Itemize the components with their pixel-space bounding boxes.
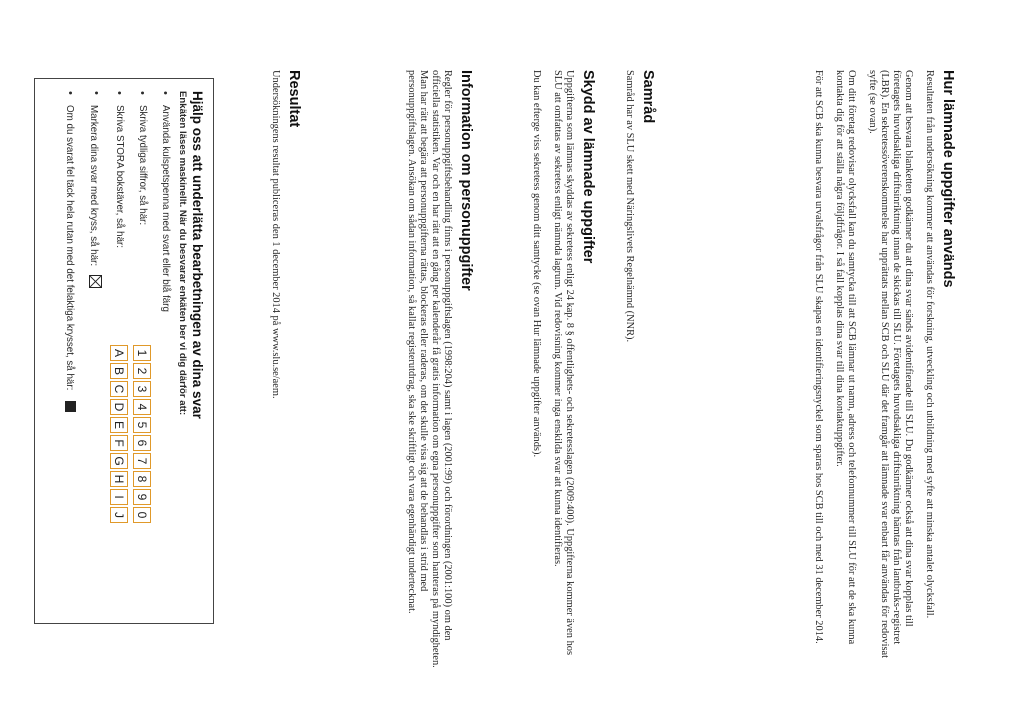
letter-sample-box: D bbox=[110, 399, 128, 415]
resultat-section bbox=[260, 70, 302, 670]
letter-sample-box: C bbox=[110, 381, 128, 397]
filled-checkbox-icon bbox=[65, 401, 76, 412]
info-paragraph: Regler för personuppgiftsbehandling finns i personuppgiftslagen (1998:204) samt i lagen (2001:99) och förordningen (2001:100) om den officiella statistiken. Var och en har rätt att en gång per kalenderår få gratis information om egna personuppgifter som hanteras på myndigheten. Man har rätt att begära att personuppgifterna rättas, blockeras eller raderas, om det skulle visa sig att de behandlas i strid med personuppgiftslagen. Ansökan om sådan information, så kallat registerutdrag, ska ske skriftligt och vara egenhändigt undertecknat. bbox=[406, 70, 453, 668]
help-item bbox=[136, 91, 148, 613]
info-title: Information om personuppgifter bbox=[458, 70, 474, 291]
letter-sample-box: F bbox=[110, 435, 128, 451]
help-list bbox=[63, 91, 171, 613]
skydd-title: Skydd av lämnade uppgifter bbox=[580, 70, 596, 264]
help-item bbox=[63, 91, 76, 613]
help-item bbox=[87, 91, 102, 613]
usage-section bbox=[803, 70, 956, 670]
usage-paragraph: För att SCB ska kunna besvara urvalsfrågor från SLU skapas en identifieringsnyckel som sparas hos SCB till och med 31 december 2014. bbox=[813, 70, 824, 644]
samrad-section bbox=[614, 70, 656, 670]
digit-sample-box: 7 bbox=[133, 453, 151, 469]
digit-sample-box: 9 bbox=[133, 489, 151, 505]
usage-paragraph: Om ditt företag redovisar olycksfall kan du samtycka till att SCB lämnar ut namn, adress och telefonnummer till SLU för att de ska kunna kontakta dig för att ställa några följdfrågor. I så fall kopplas dina svar till dina kontaktuppgifter. bbox=[834, 70, 857, 645]
help-intro: Enkäten läses maskinellt. När du besvarar enkäten ber vi dig därför att: bbox=[177, 91, 188, 416]
samrad-paragraph: Samråd har av SLU skett med Näringslivets Regelnämnd (NNR). bbox=[624, 70, 635, 343]
crossed-checkbox-icon bbox=[89, 275, 102, 288]
resultat-title: Resultat bbox=[286, 70, 302, 128]
digit-sample-box: 3 bbox=[133, 381, 151, 397]
digit-sample-boxes bbox=[133, 345, 151, 525]
digit-sample-box: 0 bbox=[133, 507, 151, 523]
samrad-title: Samråd bbox=[640, 70, 656, 124]
help-item-text: Markera dina svar med kryss, så här: bbox=[88, 105, 99, 267]
letter-sample-box: H bbox=[110, 471, 128, 487]
resultat-paragraph: Undersökningens resultat publiceras den 1 december 2014 på www.slu.se/aem. bbox=[270, 70, 281, 399]
usage-paragraph: Genom att besvara blanketten godkänner du att dina svar sänds avidentifierade till SLU. Du godkänner också att dina svar kopplas till företagets huvudsakliga driftsinriktning innan de skickas till SLU. Företagets huvudsakliga driftsinriktning hämtas från lantbruks-registret (LBR). En sekretessöverenskommelse har upprättats mellan SCB och SLU där det framgår att lämnade svar enbart får användas för redovisat syfte (se ovan). bbox=[867, 70, 914, 659]
digit-sample-box: 5 bbox=[133, 417, 151, 433]
letter-sample-box: I bbox=[110, 489, 128, 505]
digit-sample-box: 6 bbox=[133, 435, 151, 451]
help-item-text: Om du svarat fel täck hela rutan med det felaktiga krysset, så här: bbox=[64, 105, 75, 391]
letter-sample-boxes bbox=[110, 345, 128, 525]
help-item-text: Skriva tydliga siffror, så här: bbox=[137, 105, 148, 226]
help-box bbox=[34, 78, 214, 624]
help-item bbox=[113, 91, 125, 613]
letter-sample-box: G bbox=[110, 453, 128, 469]
digit-sample-box: 1 bbox=[133, 345, 151, 361]
info-section bbox=[396, 70, 474, 670]
skydd-section bbox=[521, 70, 596, 670]
digit-sample-box: 2 bbox=[133, 363, 151, 379]
help-item-text: Använda kulspetspenna med svart eller blå färg bbox=[160, 105, 171, 312]
skydd-paragraph: Uppgifterna som lämnas skyddas av sekretess enligt 24 kap. 8 § offentlighets- och sekretesslagen (2009:400). Uppgifterna kommer även hos SLU att omfattas av sekretess enligt nämnda lagrum. Vid redovisning kommer inga enskilda svar att kunna identifieras. bbox=[552, 70, 575, 656]
help-item-text: Skriva STORA bokstäver, så här: bbox=[114, 105, 125, 249]
letter-sample-box: A bbox=[110, 345, 128, 361]
skydd-paragraph: Du kan efterge viss sekretess genom ditt samtycke (se ovan Hur lämnade uppgifter används). bbox=[531, 70, 542, 458]
usage-paragraph: Resultaten från undersökning kommer att användas för forskning, utveckling och utbildning med syfte att minska antalet olycksfall. bbox=[924, 70, 935, 619]
digit-sample-box: 8 bbox=[133, 471, 151, 487]
help-item bbox=[159, 91, 171, 613]
letter-sample-box: J bbox=[110, 507, 128, 523]
letter-sample-box: E bbox=[110, 417, 128, 433]
letter-sample-box: B bbox=[110, 363, 128, 379]
digit-sample-box: 4 bbox=[133, 399, 151, 415]
help-title: Hjälp oss att underlätta bearbetningen av dina svar bbox=[190, 91, 205, 419]
usage-title: Hur lämnade uppgifter används bbox=[940, 70, 956, 288]
